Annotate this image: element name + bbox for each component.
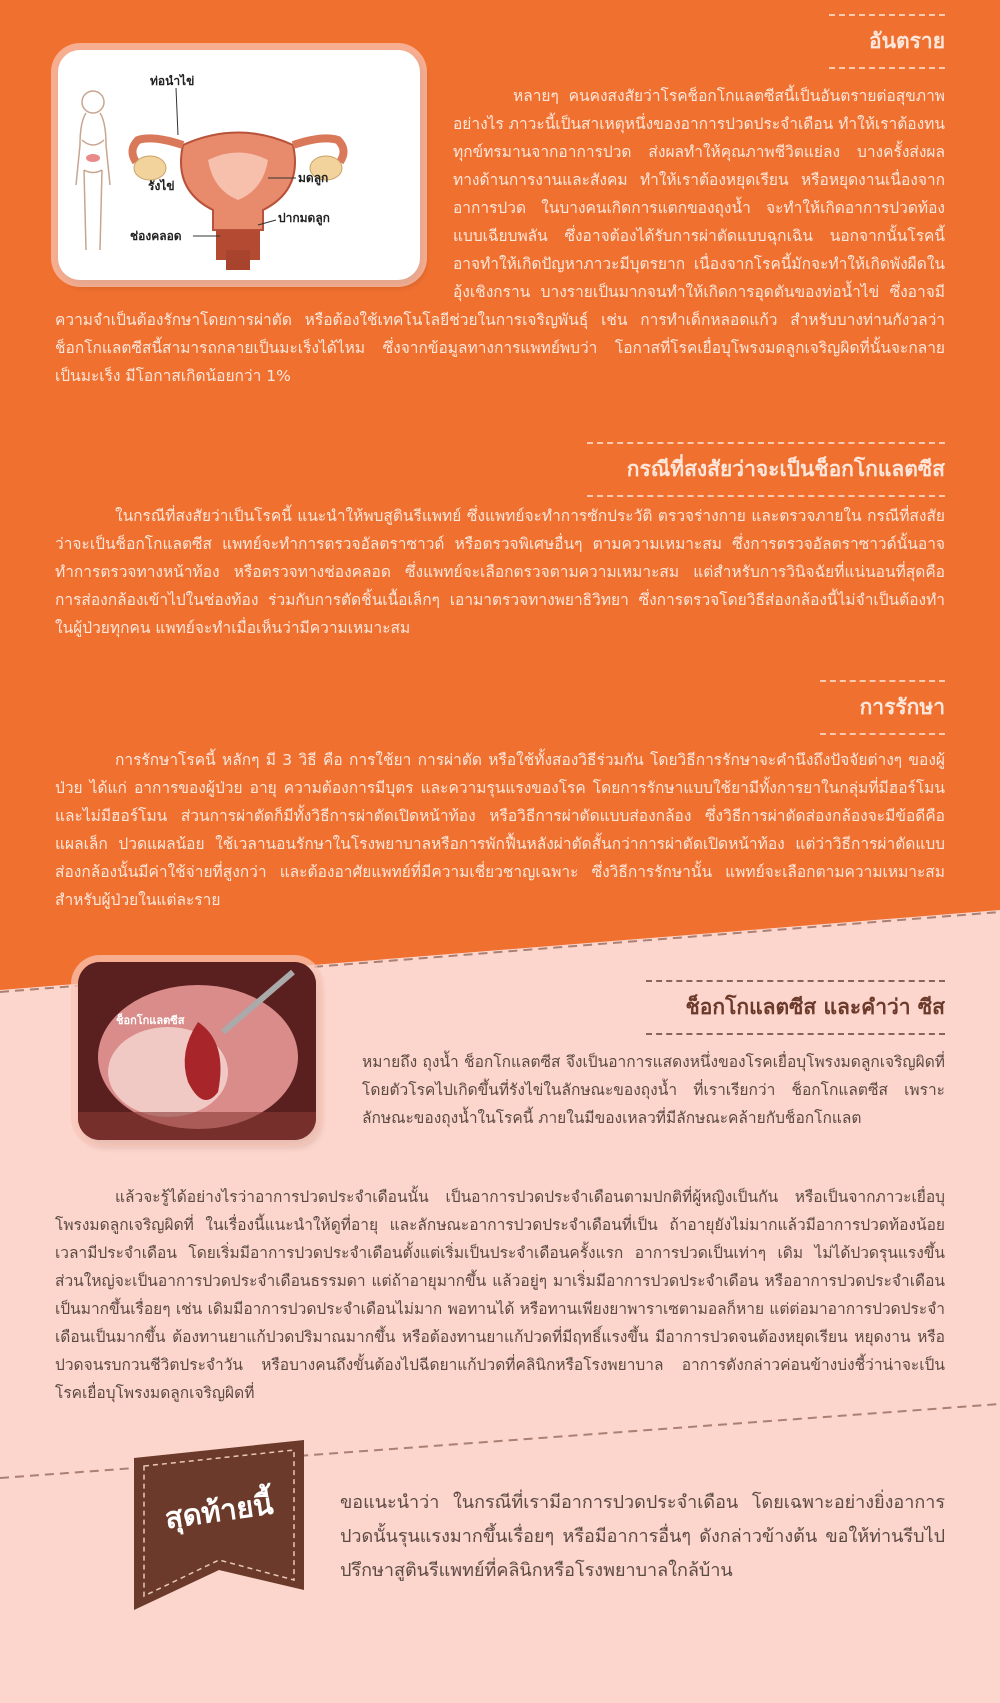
label-ovary: รังไข่ [148,179,175,193]
final-body: ขอแนะนำว่า ในกรณีที่เรามีอาการปวดประจำเดือน โดยเฉพาะอย่างยิ่งอาการปวดนั้นรุนแรงมากขึ้นเรื่อยๆ หรือมีอาการอื่นๆ ดังกล่าวข้างต้น ขอให้ท่านรีบไปปรึกษาสูตินรีแพทย์ที่คลินิกหรือโรงพยาบาลใกล้บ้าน [340,1492,945,1581]
label-vagina: ช่องคลอด [130,229,182,243]
pain-body: แล้วจะรู้ได้อย่างไรว่าอาการปวดประจำเดือนนั้น เป็นอาการปวดประจำเดือนตามปกติที่ผู้หญิงเป็นกัน หรือเป็นจากภาวะเยื่อบุโพรงมดลูกเจริญผิดที่ ในเรื่องนี้แนะนำให้ดูที่อายุ และลักษณะอาการปวดประจำเดือนที่เป็น ถ้าอายุยังไม่มากแล้วมีอาการปวดท้องน้อยเวลามีประจำเดือน โดยเริ่มมีอาการปวดประจำเดือนตั้งแต่เริ่มเป็นประจำเดือนครั้งแรก อาการปวดเป็นเท่าๆ เดิม ไม่ได้ปวดรุนแรงขึ้น ส่วนใหญ่จะเป็นอาการปวดประจำเดือนธรรมดา แต่ถ้าอายุมากขึ้น แล้วอยู่ๆ มาเริ่มมีอาการปวดประจำเดือน หรืออาการปวดประจำเดือนเป็นมากขึ้นเรื่อยๆ เช่น เดิมมีอาการปวดประจำเดือนไม่มาก พอทานได้ หรือทานเพียงยาพาราเซตามอลก็หาย แต่ต่อมาอาการปวดประจำเดือนเป็นมากขึ้น ต้องทานยาแก้ปวดปริมาณมากขึ้น หรือต้องทานยาแก้ปวดที่มีฤทธิ์แรงขึ้น มีอาการปวดจนต้องหยุดเรียน หยุดงาน หรือปวดจนรบกวนชีวิตประจำวัน หรือบางคนถึงขั้นต้องไปฉีดยาแก้ปวดที่คลินิกหรือโรงพยาบาล อาการดังกล่าวค่อนข้างบ่งชี้ว่าน่าจะเป็นโรคเยื่อบุโพรงมดลูกเจริญผิดที่ [55,1188,945,1402]
suspect-heading: กรณีที่สงสัยว่าจะเป็นช็อกโกแลตซีส [587,442,945,497]
final-tag-label: สุดท้ายนี้ [162,1486,276,1536]
cyst-body: หมายถึง ถุงน้ำ ช็อกโกแลตซีส จึงเป็นอาการแสดงหนึ่งของโรคเยื่อบุโพรงมดลูกเจริญผิดที่ โดยตัวโรคไปเกิดขึ้นที่รังไข่ในลักษณะของถุงน้ำ ที่เราเรียกว่า ช็อกโกแลตซีส เพราะลักษณะของถุงน้ำในโรคนี้ ภายในมีของเหลวที่มีลักษณะคล้ายกับช็อกโกแลต [362,1053,945,1127]
laparoscopy-photo [78,962,316,1140]
danger-body-wrap [55,82,945,390]
label-uterus: มดลูก [298,171,329,185]
treatment-body: การรักษาโรคนี้ หลักๆ มี 3 วิธี คือ การใช้ยา การผ่าตัด หรือใช้ทั้งสองวิธีร่วมกัน โดยวิธีการรักษาจะคำนึงถึงปัจจัยต่างๆ ของผู้ป่วย ได้แก่ อาการของผู้ป่วย อายุ ความต้องการมีบุตร และความรุนแรงของโรค โดยการรักษาแบบใช้ยามีทั้งการยาในกลุ่มที่มีฮอร์โมน และไม่มีฮอร์โมน ส่วนการผ่าตัดก็มีทั้งวิธีการผ่าตัดเปิดหน้าท้อง หรือวิธีการผ่าตัดแบบส่องกล้อง ซึ่งวิธีการผ่าตัดส่องกล้องจะมีข้อดีคือ แผลเล็ก ปวดแผลน้อย ใช้เวลานอนรักษาในโรงพยาบาลหรือการพักฟื้นหลังผ่าตัดสั้นกว่าการผ่าตัดเปิดหน้าท้อง แต่ว่าวิธีการผ่าตัดแบบส่องกล้องนั้นมีค่าใช้จ่ายที่สูงกว่า และต้องอาศัยแพทย์ที่มีความเชี่ยวชาญเฉพาะ ซึ่งวิธีการรักษานั้น แพทย์จะเลือกตามความเหมาะสมสำหรับผู้ป่วยในแต่ละราย [55,751,945,909]
treatment-heading: การรักษา [820,680,945,735]
cyst-heading: ช็อกโกแลตซีส และคำว่า ซีส [646,980,946,1035]
danger-heading: อันตราย [829,14,945,69]
suspect-body: ในกรณีที่สงสัยว่าเป็นโรคนี้ แนะนำให้พบสูตินรีแพทย์ ซึ่งแพทย์จะทำการซักประวัติ ตรวจร่างกาย และตรวจภายใน กรณีที่สงสัยว่าจะเป็นช็อกโกแลตซีส แพทย์จะทำการตรวจอัลตราซาวด์ หรือตรวจพิเศษอื่นๆ ตามความเหมาะสม ซึ่งการตรวจอัลตราซาวด์นั้นอาจทำการตรวจทางหน้าท้อง หรือตรวจทางช่องคลอด ซึ่งแพทย์จะเลือกตรวจตามความเหมาะสม แต่สำหรับการวินิจฉัยที่แน่นอนที่สุดคือ การส่องกล้องเข้าไปในช่องท้อง ร่วมกับการตัดชิ้นเนื้อเล็กๆ เอามาตรวจทางพยาธิวิทยา ซึ่งการตรวจโดยวิธีส่องกล้องนี้ไม่จำเป็นต้องทำในผู้ป่วยทุกคน แพทย์จะทำเมื่อเห็นว่ามีความเหมาะสม [55,507,945,637]
photo-label: ช็อกโกแลตซีส [116,1014,185,1027]
label-cervix: ปากมดลูก [278,211,330,225]
danger-body: หลายๆ คนคงสงสัยว่าโรคช็อกโกแลตซีสนี้เป็นอันตรายต่อสุขภาพอย่างไร ภาวะนี้เป็นสาเหตุหนึ่งของอาการปวดประจำเดือน ทำให้เราต้องทนทุกข์ทรมานจากอาการปวด ส่งผลทำให้คุณภาพชีวิตแย่ลง บางครั้งส่งผลทางด้านการงานและสังคม ทำให้เราต้องหยุดเรียน หรือหยุดงานเนื่องจากอาการปวด ในบางคนเกิดการแตกของถุงน้ำ จะทำให้เกิดอาการปวดท้องแบบเฉียบพลัน ซึ่งอาจต้องได้รับการผ่าตัดแบบฉุกเฉิน นอกจากนั้นโรคนี้อาจทำให้เกิดปัญหาภาวะมีบุตรยาก เนื่องจากโรคนี้มักจะทำให้เกิดพังผืดในอุ้งเชิงกราน บางรายเป็นมากจนทำให้เกิดการอุดตันของท่อน้ำไข่ ซึ่งอาจมีความจำเป็นต้องรักษาโดยการผ่าตัด หรือต้องใช้เทคโนโลยีช่วยในการเจริญพันธุ์ เช่น การทำเด็กหลอดแก้ว สำหรับบางท่านกังวลว่า ช็อกโกแลตซีสนี้สามารถกลายเป็นมะเร็งได้ไหม ซึ่งจากข้อมูลทางการแพทย์พบว่า โอกาสที่โรคเยื่อบุโพรงมดลูกเจริญผิดที่นั้นจะกลายเป็นมะเร็ง มีโอกาสเกิดน้อยกว่า 1% [55,87,945,385]
label-fallopian-tube: ท่อนำไข่ [150,74,195,88]
